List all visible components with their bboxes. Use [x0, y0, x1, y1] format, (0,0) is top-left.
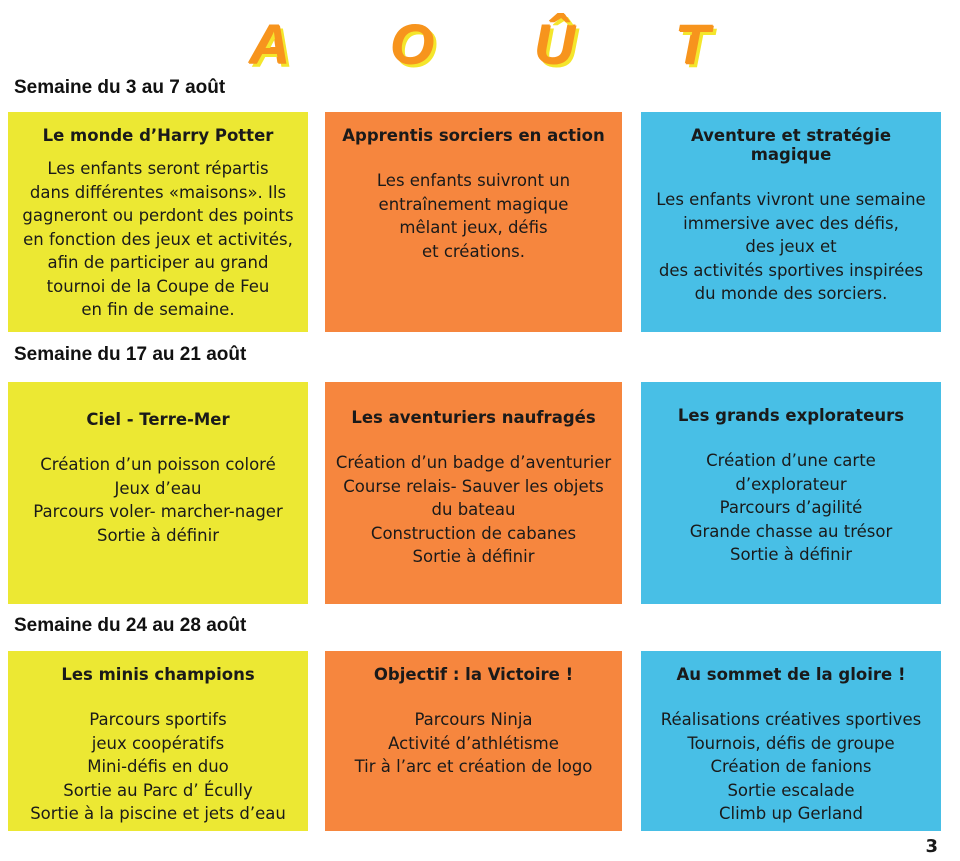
card-line: Création d’un badge d’aventurier — [335, 453, 612, 472]
card-title: Les minis champions — [61, 665, 255, 684]
month-letter: Û — [534, 12, 576, 76]
card-title: Apprentis sorciers en action — [342, 126, 605, 145]
card-body — [355, 708, 593, 779]
card-line: Sortie à la piscine et jets d’eau — [30, 804, 286, 823]
card-line: Mini-défis en duo — [87, 757, 229, 776]
card-line: Création d’une carte — [706, 451, 876, 470]
card-line: Jeux d’eau — [114, 478, 202, 498]
card-line: Sortie escalade — [727, 780, 855, 800]
card-line: du bateau — [431, 500, 516, 519]
card-line: Création de fanions — [710, 757, 872, 776]
card-line: Construction de cabanes — [370, 523, 577, 543]
card-line: jeux coopératifs — [91, 733, 225, 753]
card-line: Tournois, défis de groupe — [687, 733, 895, 753]
month-title — [250, 12, 710, 76]
card-line: Sortie au Parc d’ Écully — [63, 780, 253, 800]
card-line: Réalisations créatives sportives — [660, 710, 922, 729]
card-line: Les enfants suivront un — [376, 171, 571, 190]
card-line: Parcours Ninja — [414, 710, 533, 729]
activity-card — [641, 112, 941, 332]
card-title: Objectif : la Victoire ! — [373, 665, 574, 684]
week-label: Semaine du 3 au 7 août — [14, 77, 226, 98]
card-line: Grande chasse au trésor — [689, 521, 893, 541]
card-title: Au sommet de la gloire ! — [676, 665, 906, 684]
card-line: Sortie à définir — [729, 545, 852, 564]
card-body — [377, 169, 570, 263]
activity-card — [325, 651, 622, 831]
card-line: Course relais- Sauver les objets — [343, 476, 604, 496]
month-letter: T — [675, 12, 710, 76]
card-line: afin de participer au grand — [47, 253, 269, 272]
card-title: Le monde d’Harry Potter — [42, 126, 274, 145]
card-title: Aventure et stratégie magique — [690, 126, 892, 164]
activity-card — [325, 112, 622, 332]
card-line: Parcours sportifs — [89, 710, 227, 729]
activity-card — [325, 382, 622, 604]
activity-card — [8, 382, 308, 604]
card-body — [656, 188, 925, 306]
card-line: gagneront ou perdont des points — [22, 206, 294, 225]
card-title: Les grands explorateurs — [677, 406, 905, 425]
card-line: Parcours d’agilité — [719, 498, 863, 517]
card-line: et créations. — [421, 241, 526, 261]
page-number: 3 — [925, 836, 938, 857]
month-letter: O — [390, 12, 435, 76]
week-label: Semaine du 17 au 21 août — [14, 344, 247, 365]
card-line: Activité d’athlétisme — [388, 733, 559, 753]
activity-card — [8, 112, 308, 332]
card-line: Sortie à définir — [412, 547, 535, 566]
card-line: du monde des sorciers. — [694, 284, 888, 303]
card-line: Les enfants vivront une semaine — [656, 190, 926, 209]
card-line: tournoi de la Coupe de Feu — [46, 276, 270, 296]
card-line: dans différentes «maisons». Ils — [29, 182, 287, 202]
card-body — [690, 449, 893, 567]
card-line: en fin de semaine. — [81, 300, 235, 319]
card-line: des jeux et — [745, 237, 837, 256]
card-line: entraînement magique — [378, 194, 569, 214]
activity-card — [8, 651, 308, 831]
card-body — [33, 453, 282, 547]
month-letter: A — [250, 12, 291, 76]
card-line: Création d’un poisson coloré — [40, 455, 276, 474]
card-line: Tir à l’arc et création de logo — [354, 757, 593, 776]
card-body — [30, 708, 286, 826]
week-label: Semaine du 24 au 28 août — [14, 615, 247, 636]
card-body — [22, 157, 293, 322]
card-line: Les enfants seront répartis — [47, 159, 269, 178]
card-line: Parcours voler- marcher-nager — [33, 502, 283, 521]
card-line: des activités sportives inspirées — [658, 260, 924, 280]
card-line: en fonction des jeux et activités, — [23, 229, 293, 249]
card-line: d’explorateur — [735, 474, 847, 494]
card-line: mêlant jeux, défis — [399, 218, 548, 237]
card-title: Ciel - Terre-Mer — [86, 410, 230, 429]
card-line: immersive avec des défis, — [683, 213, 899, 233]
card-title: Les aventuriers naufragés — [351, 408, 596, 427]
activity-card — [641, 651, 941, 831]
card-line: Sortie à définir — [96, 525, 219, 545]
card-body — [661, 708, 921, 826]
card-body — [336, 451, 611, 569]
activity-card — [641, 382, 941, 604]
card-line: Climb up Gerland — [718, 804, 863, 823]
